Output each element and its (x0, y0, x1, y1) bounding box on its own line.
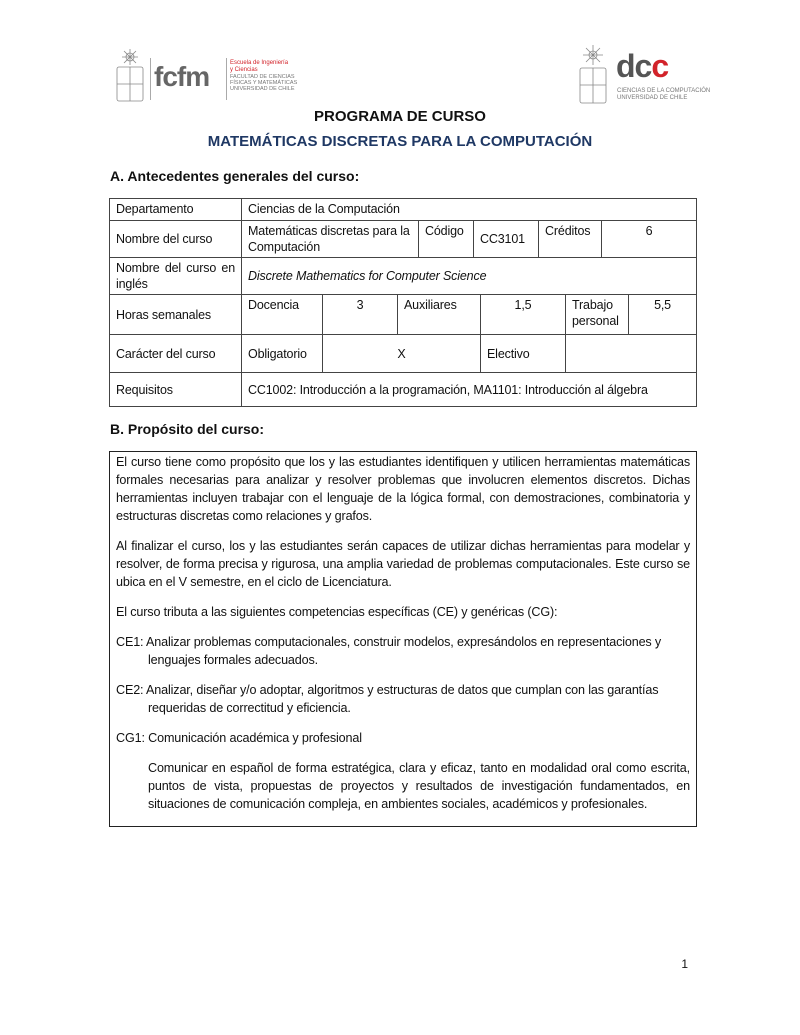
purpose-paragraph: Al finalizar el curso, los y las estudiantes serán capaces de utilizar dichas herramientas para modelar y resolver, de forma precisa y rigurosa, una amplia variedad de problemas computacionales. Este curso se ubica en el V semestre, en el ciclo de Licenciatura. (116, 539, 690, 589)
university-seal-icon (575, 44, 611, 106)
creditos-label: Créditos (539, 221, 602, 258)
course-info-table (109, 198, 697, 407)
obligatorio-label: Obligatorio (242, 335, 323, 373)
section-a-heading: A. Antecedentes generales del curso: (110, 168, 360, 184)
dcc-logo: dcc CIENCIAS DE LA COMPUTACIÓN UNIVERSIDAD DE CHILE (575, 44, 705, 108)
auxiliares-label: Auxiliares (398, 295, 481, 335)
page-number: 1 (681, 957, 688, 971)
codigo-value: CC3101 (474, 221, 539, 258)
course-title: MATEMÁTICAS DISCRETAS PARA LA COMPUTACIÓN (207, 133, 593, 150)
requisitos-value: CC1002: Introducción a la programación, MA1101: Introducción al álgebra (242, 373, 697, 407)
fcfm-logo: fcfm Escuela de Ingeniería y Ciencias FACULTAD DE CIENCIAS FÍSICAS Y MATEMÁTICAS UNIVERSIDAD DE CHILE (112, 48, 302, 106)
departamento-value: Ciencias de la Computación (242, 199, 697, 221)
obligatorio-value: X (323, 335, 481, 373)
electivo-label: Electivo (481, 335, 566, 373)
fcfm-wordmark: fcfm (154, 61, 210, 92)
horas-label: Horas semanales (110, 295, 242, 335)
section-b-heading: B. Propósito del curso: (110, 421, 265, 437)
dcc-wordmark-accent: c (651, 48, 669, 84)
departamento-label: Departamento (110, 199, 242, 221)
document-title: PROGRAMA DE CURSO (314, 108, 486, 125)
competency-ce2: CE2: Analizar, diseñar y/o adoptar, algoritmos y estructuras de datos que cumplan con las garantías requeridas de correctitud y eficiencia. (116, 683, 659, 715)
docencia-value: 3 (323, 295, 398, 335)
competency-cg1: CG1: Comunicación académica y profesional (116, 731, 362, 745)
trabajo-label: Trabajo personal (566, 295, 629, 335)
docencia-label: Docencia (242, 295, 323, 335)
codigo-label: Código (419, 221, 474, 258)
requisitos-label: Requisitos (110, 373, 242, 407)
electivo-value (566, 335, 697, 373)
competency-cg1-description: Comunicar en español de forma estratégica, clara y eficaz, tanto en modalidad oral como escrita, puntos de vista, propuestas de proyectos y resultados de investigación fundamentados, en situaciones de comunicación compleja, en ambientes sociales, académicos y profesionales. (148, 761, 690, 811)
purpose-paragraph: El curso tiene como propósito que los y las estudiantes identifiquen y utilicen herramientas matemáticas formales necesarias para analizar y resolver problemas que involucren elementos discretos. Dichas herramientas incluyen trabajar con el lenguaje de la lógica formal, con demostraciones, combinatoria y estructuras discretas como relaciones y grafos. (116, 455, 690, 523)
ingles-label: Nombre del curso en inglés (110, 258, 242, 295)
competency-ce1: CE1: Analizar problemas computacionales, construir modelos, expresándolos en representaciones y lenguajes formales adecuados. (116, 635, 662, 667)
trabajo-value: 5,5 (629, 295, 697, 335)
nombre-label: Nombre del curso (110, 221, 242, 258)
creditos-value: 6 (602, 221, 697, 258)
dcc-wordmark: dcc (616, 48, 669, 84)
university-seal-icon (112, 48, 148, 106)
caracter-label: Carácter del curso (110, 335, 242, 373)
competencies-intro: El curso tributa a las siguientes competencias específicas (CE) y genéricas (CG): (116, 605, 558, 619)
auxiliares-value: 1,5 (481, 295, 566, 335)
ingles-value: Discrete Mathematics for Computer Science (242, 258, 697, 295)
nombre-value: Matemáticas discretas para la Computación (242, 221, 419, 258)
document-body (109, 198, 697, 827)
purpose-box (109, 451, 697, 827)
